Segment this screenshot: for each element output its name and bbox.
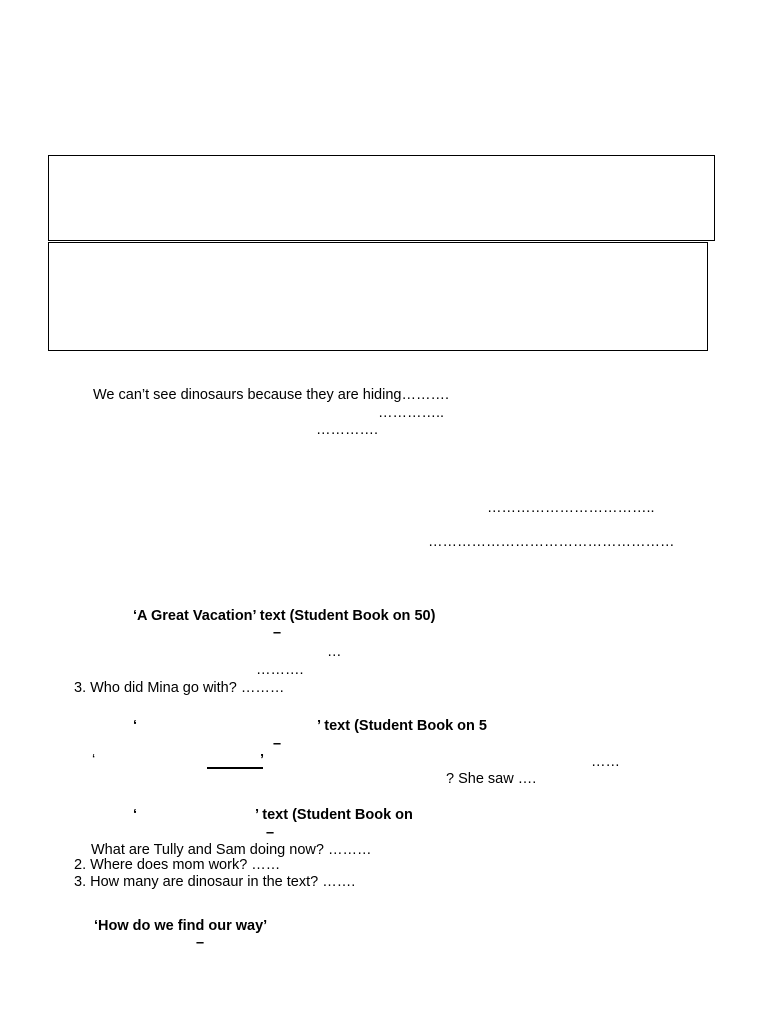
fill-in-blank-line	[207, 767, 263, 769]
question-mina-go-with: 3. Who did Mina go with? ………	[74, 680, 285, 696]
she-saw-text: ? She saw ….	[446, 771, 537, 787]
heading-dash: –	[273, 736, 282, 752]
answer-dots: ……………………………………………	[428, 534, 675, 550]
dinosaurs-hiding-sentence: We can’t see dinosaurs because they are hiding……….	[93, 387, 449, 403]
answer-dots: ……	[591, 754, 620, 770]
answer-dots: ……………………………..	[487, 500, 655, 516]
section-heading-quote-open: ‘	[133, 807, 138, 823]
header-box-top	[48, 155, 715, 241]
header-box-bottom	[48, 242, 708, 351]
answer-dots: ………….	[316, 422, 379, 438]
quote-open: ‘	[92, 752, 96, 768]
answer-dots: …	[327, 644, 342, 660]
quote-close: ’	[260, 752, 265, 768]
section-heading-student-book: ’ text (Student Book on 5	[317, 718, 487, 734]
section-heading-great-vacation: ‘A Great Vacation’ text (Student Book on 50)	[133, 608, 436, 624]
heading-dash: –	[196, 935, 205, 951]
answer-dots: …………..	[378, 405, 445, 421]
section-heading-student-book: ’ text (Student Book on	[255, 807, 413, 823]
question-tully-sam: What are Tully and Sam doing now? ………	[91, 842, 372, 858]
answer-dots: ……….	[256, 662, 304, 678]
section-heading-find-our-way: ‘How do we find our way’	[94, 918, 268, 934]
heading-dash: –	[273, 625, 282, 641]
question-mom-work: 2. Where does mom work? ……	[74, 857, 281, 873]
section-heading-quote-open: ‘	[133, 718, 138, 734]
heading-dash: –	[266, 825, 275, 841]
question-how-many-dinosaur: 3. How many are dinosaur in the text? …….	[74, 874, 356, 890]
